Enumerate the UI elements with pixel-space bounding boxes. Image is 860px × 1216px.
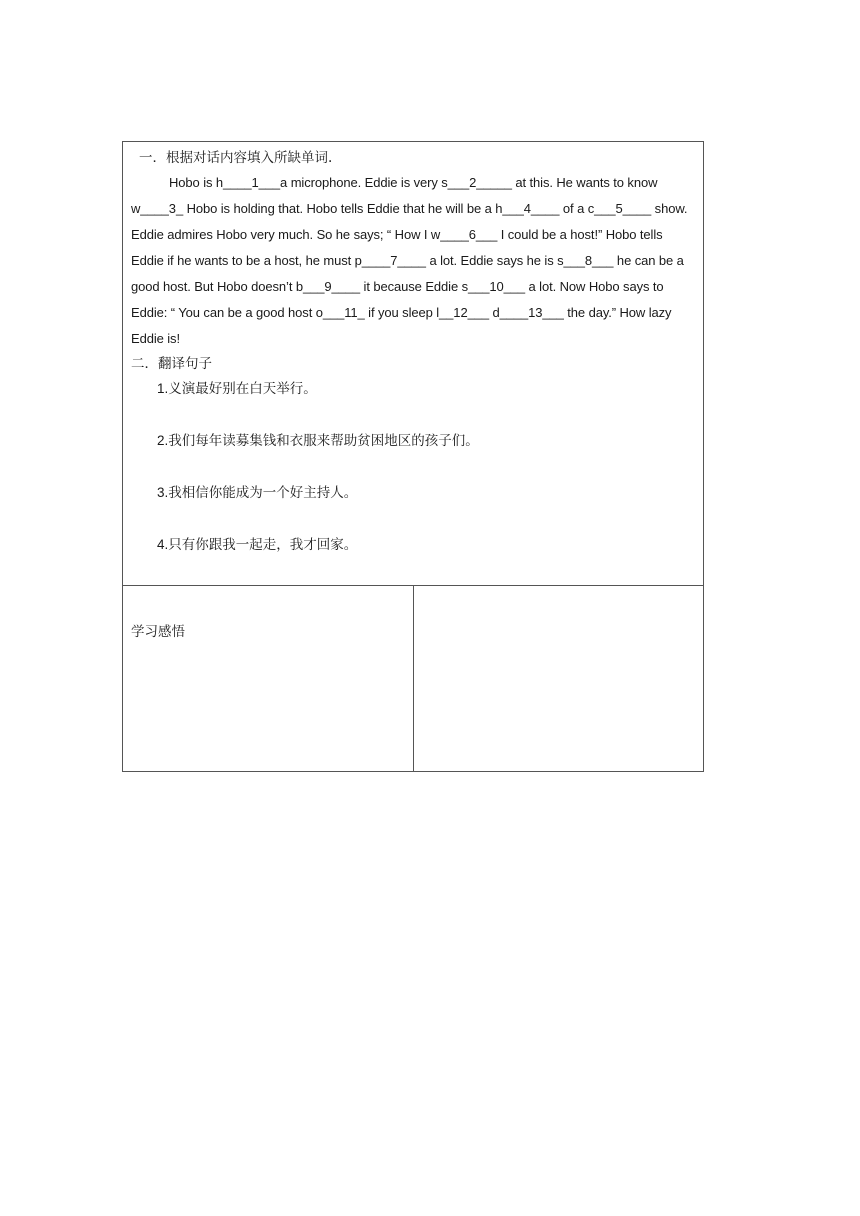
reflection-row xyxy=(123,586,704,772)
cloze-passage: Hobo is h____1___a microphone. Eddie is very s___2_____ at this. He wants to know w____3_ Hobo is holding that. Hobo tells Eddie that he will be a h___4____ of a c___5____ show. Eddie admires Hobo very much. So he says; “ How I w____6___ I could be a host!” Hobo tells Eddie if he wants to be a host, he must p____7____ a lot. Eddie says he is s___8___ he can be a good host. But Hobo doesn’t b___9____ it because Eddie s___10___ a lot. Now Hobo says to Eddie: “ You can be a good host o___11_ if you sleep l__12___ d____13___ the day.” How lazy Eddie is! xyxy=(131,175,688,346)
exercise-cell xyxy=(123,142,704,586)
reflection-answer-cell[interactable] xyxy=(413,586,704,772)
reflection-label-cell xyxy=(123,586,414,772)
reflection-label: 学习感悟 xyxy=(131,624,185,640)
translation-item xyxy=(157,532,695,584)
translation-item xyxy=(157,428,695,480)
item-text: 我们每年读募集钱和衣服来帮助贫困地区的孩子们。 xyxy=(168,433,479,449)
translation-item xyxy=(157,480,695,532)
item-text: 只有你跟我一起走，我才回家。 xyxy=(168,537,358,553)
item-number: 2. xyxy=(157,433,169,448)
section2-heading: 二．翻译句子 xyxy=(131,356,212,372)
worksheet-table xyxy=(122,141,704,772)
item-text: 义演最好别在白天举行。 xyxy=(168,381,317,397)
exercise-row xyxy=(123,142,704,586)
item-text: 我相信你能成为一个好主持人。 xyxy=(168,485,358,501)
section1-heading: 一．根据对话内容填入所缺单词. xyxy=(139,150,333,166)
translation-item xyxy=(157,376,695,428)
item-number: 1. xyxy=(157,381,169,396)
item-number: 4. xyxy=(157,537,169,552)
translation-list xyxy=(131,376,695,584)
item-number: 3. xyxy=(157,485,169,500)
